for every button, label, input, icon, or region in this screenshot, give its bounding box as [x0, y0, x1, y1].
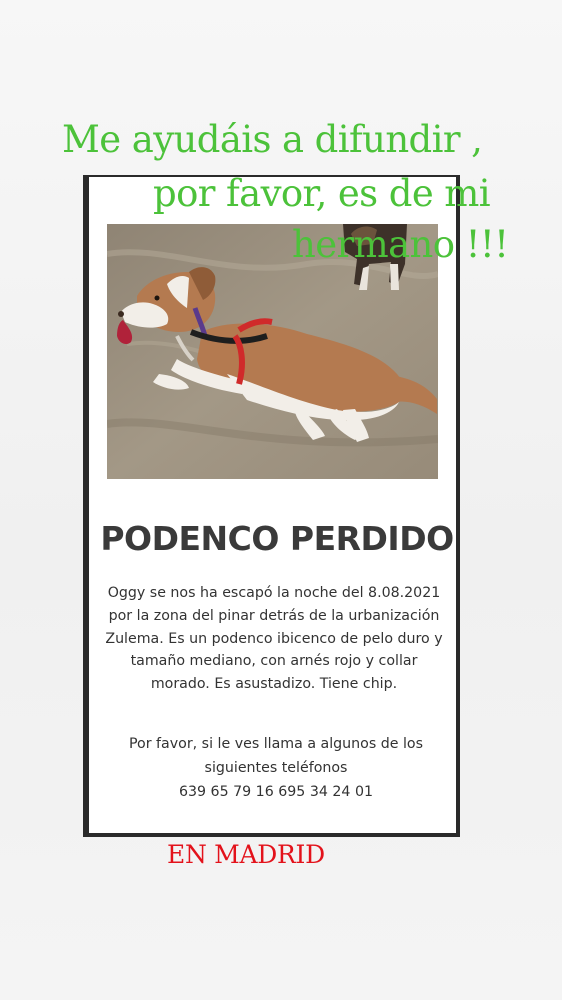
- overlay-text-line: por favor, es de mi: [153, 172, 490, 215]
- contact-line: siguientes teléfonos: [204, 760, 348, 776]
- overlay-text-line: hermano !!!: [292, 223, 509, 266]
- description-line: morado. Es asustadizo. Tiene chip.: [150, 676, 398, 693]
- overlay-text-line: Me ayudáis a difundir ,: [62, 118, 483, 161]
- description-line: tamaño mediano, con arnés rojo y collar: [130, 653, 418, 670]
- contact-line: Por favor, si le ves llama a algunos de los: [128, 736, 423, 752]
- lost-dog-poster: [83, 175, 460, 837]
- poster-title: PODENCO PERDIDO: [100, 519, 454, 558]
- description-line: Oggy se nos ha escapó la noche del 8.08.2021: [107, 585, 441, 601]
- phone-numbers: 639 65 79 16 695 34 24 01: [178, 784, 374, 800]
- poster-contact: [83, 732, 460, 804]
- location-caption: EN MADRID: [167, 840, 325, 869]
- description-line: Zulema. Es un podenco ibicenco de pelo duro y: [105, 630, 443, 647]
- description-line: por la zona del pinar detrás de la urbanización: [108, 607, 440, 624]
- poster-description: [83, 582, 460, 696]
